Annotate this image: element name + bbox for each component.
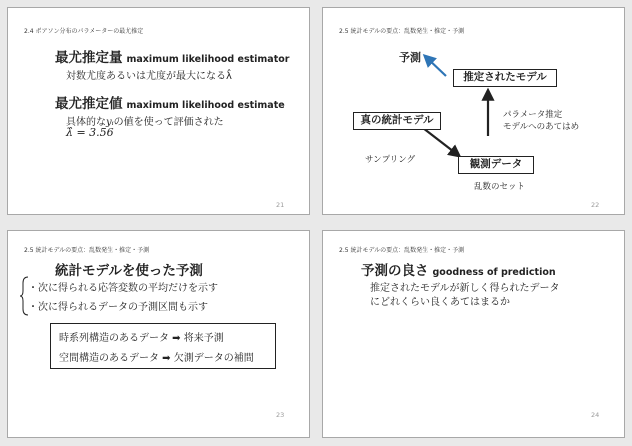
random-set-label: 乱数のセット bbox=[474, 182, 526, 192]
text: の値を使って評価された bbox=[113, 117, 224, 128]
variable-y-i: yᵢ bbox=[106, 117, 114, 128]
heading-en: maximum likelihood estimate bbox=[126, 100, 285, 111]
page-number: 22 bbox=[591, 201, 600, 209]
heading-jp: 最尤推定量 bbox=[55, 50, 123, 66]
estimated-model-box: 推定されたモデル bbox=[453, 69, 557, 87]
page-number: 21 bbox=[276, 201, 285, 209]
slide-21[interactable] bbox=[7, 7, 310, 215]
slide-title: 統計モデルを使った予測 bbox=[55, 263, 203, 279]
observed-data-box: 観測データ bbox=[458, 156, 534, 174]
bullet-item: ・次に得られる応答変数の平均だけを示す bbox=[28, 283, 218, 294]
slide-header: 2.4 ポアソン分布のパラメーターの最尤推定 bbox=[24, 28, 144, 35]
sampling-arrow bbox=[423, 128, 458, 155]
heading-en: maximum likelihood estimator bbox=[126, 54, 290, 65]
body-line: にどれくらい良くあてはまるか bbox=[370, 297, 510, 308]
bullet-item: ・次に得られるデータの予測区間も示す bbox=[28, 302, 208, 313]
slide-heading-estimator bbox=[55, 46, 289, 66]
prediction-box bbox=[50, 323, 276, 369]
box-line: 空間構造のあるデータ ➡ 欠測データの補間 bbox=[59, 353, 254, 364]
sampling-label: サンプリング bbox=[365, 155, 416, 165]
page-number: 24 bbox=[591, 411, 600, 419]
slide-header: 2.5 統計モデルの要点：乱数発生・推定・予測 bbox=[339, 28, 465, 35]
slide-header: 2.5 統計モデルの要点：乱数発生・推定・予測 bbox=[339, 247, 465, 254]
body-line: 推定されたモデルが新しく得られたデータ bbox=[370, 283, 560, 294]
fit-to-model-text: モデルへのあてはめ bbox=[503, 122, 580, 132]
box-line: 時系列構造のあるデータ ➡ 将来予測 bbox=[59, 333, 224, 344]
true-model-box: 真の統計モデル bbox=[353, 112, 441, 130]
text: 具体的な bbox=[66, 117, 106, 128]
slide-heading-estimate bbox=[55, 92, 285, 112]
predict-arrow bbox=[426, 57, 446, 76]
slide-24[interactable] bbox=[322, 230, 625, 438]
estimation-label bbox=[503, 109, 579, 133]
heading-jp: 最尤推定値 bbox=[55, 96, 123, 112]
title-en: goodness of prediction bbox=[432, 267, 556, 278]
param-estimation-text: パラメータ推定 bbox=[503, 110, 563, 120]
slide-header: 2.5 統計モデルの要点：乱数発生・推定・予測 bbox=[24, 247, 150, 254]
title-jp: 予測の良さ bbox=[361, 263, 429, 279]
slide-title bbox=[361, 259, 556, 279]
slide-23[interactable] bbox=[7, 230, 310, 438]
page-number: 23 bbox=[276, 411, 285, 419]
slide-22[interactable] bbox=[322, 7, 625, 215]
predict-label: 予測 bbox=[399, 51, 421, 64]
estimate-formula: λ̂ = 3.56 bbox=[66, 126, 114, 139]
estimator-definition: 対数尤度あるいは尤度が最大になるλ̂ bbox=[66, 71, 232, 82]
